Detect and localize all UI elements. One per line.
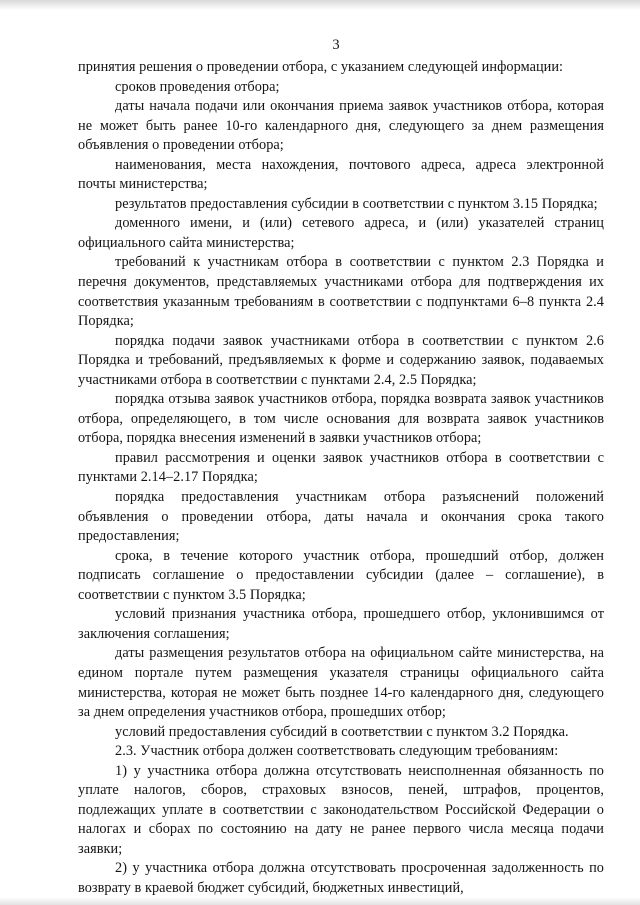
paragraph-item: условий признания участника отбора, прошедшего отбор, уклонившимся от заключения соглашения;	[78, 606, 604, 642]
paragraph-item: требований к участникам отбора в соответствии с пунктом 2.3 Порядка и перечня документов, представляемых участниками отбора для подтверждения их соответствия указанным требованиям в соответствии с подпунктами 6–8 пункта 2.4 Порядка;	[78, 254, 604, 330]
paragraph-item: правил рассмотрения и оценки заявок участников отбора в соответствии с пунктами 2.14–2.17 Порядка;	[78, 449, 604, 486]
document-body	[78, 58, 604, 899]
paragraph-item: условий предоставления субсидий в соответствии с пунктом 3.2 Порядка.	[115, 723, 569, 740]
paragraph-requirement: 1) у участника отбора должна отсутствовать неисполненная обязанность по уплате налогов, сборов, страховых взносов, пеней, штрафов, процентов, подлежащих уплате в соответствии с законодательством Российской Федерации о налогах и сборах по состоянию на дату не ранее первого числа месяца подачи заявки;	[78, 762, 604, 857]
page-number: 3	[332, 37, 340, 53]
paragraph-item: сроков проведения отбора;	[115, 78, 280, 95]
paragraph-intro: принятия решения о проведении отбора, с указанием следующей информации:	[78, 59, 564, 75]
paragraph-requirement: 2) у участника отбора должна отсутствовать просроченная задолженность по возврату в краевой бюджет субсидий, бюджетных инвестиций,	[78, 860, 604, 896]
scan-top-edge	[0, 0, 640, 10]
paragraph-item: порядка подачи заявок участниками отбора в соответствии с пунктом 2.6 Порядка и требований, предъявляемых к форме и содержанию заявок, подаваемых участниками отбора в соответствии с пунктами 2.4, 2.5 Порядка;	[78, 332, 604, 388]
paragraph-item: результатов предоставления субсидии в соответствии с пунктом 3.15 Порядка;	[115, 195, 598, 212]
paragraph-item: доменного имени, и (или) сетевого адреса, и (или) указателей страниц официального сайта министерства;	[78, 215, 604, 251]
paragraph-item: порядка отзыва заявок участников отбора, порядка возврата заявок участников отбора, определяющего, в том числе основания для возврата заявок участников отбора, порядка внесения изменений в заявки участников отбора;	[78, 391, 604, 447]
scan-bottom-edge	[0, 897, 640, 905]
paragraph-item: даты размещения результатов отбора на официальном сайте министерства, на едином портале путем размещения указателя страницы официального сайта министерства, которая не может быть позднее 14-го календарного дня, следующего за днем определения участников отбора, прошедших отбор;	[78, 645, 604, 721]
paragraph-item: наименования, места нахождения, почтового адреса, адреса электронной почты министерства;	[78, 156, 604, 193]
paragraph-item: даты начала подачи или окончания приема заявок участников отбора, которая не может быть ранее 10-го календарного дня, следующего за днем размещения объявления о проведении отбора;	[78, 98, 604, 154]
paragraph-item: порядка предоставления участникам отбора разъяснений положений объявления о проведении отбора, даты начала и окончания срока такого предоставления;	[78, 489, 604, 545]
paragraph-item: срока, в течение которого участник отбора, прошедший отбор, должен подписать соглашение о предоставлении субсидии (далее – соглашение), в соответствии с пунктом 3.5 Порядка;	[78, 547, 604, 603]
paragraph-section-heading: 2.3. Участник отбора должен соответствовать следующим требованиям:	[115, 743, 559, 760]
